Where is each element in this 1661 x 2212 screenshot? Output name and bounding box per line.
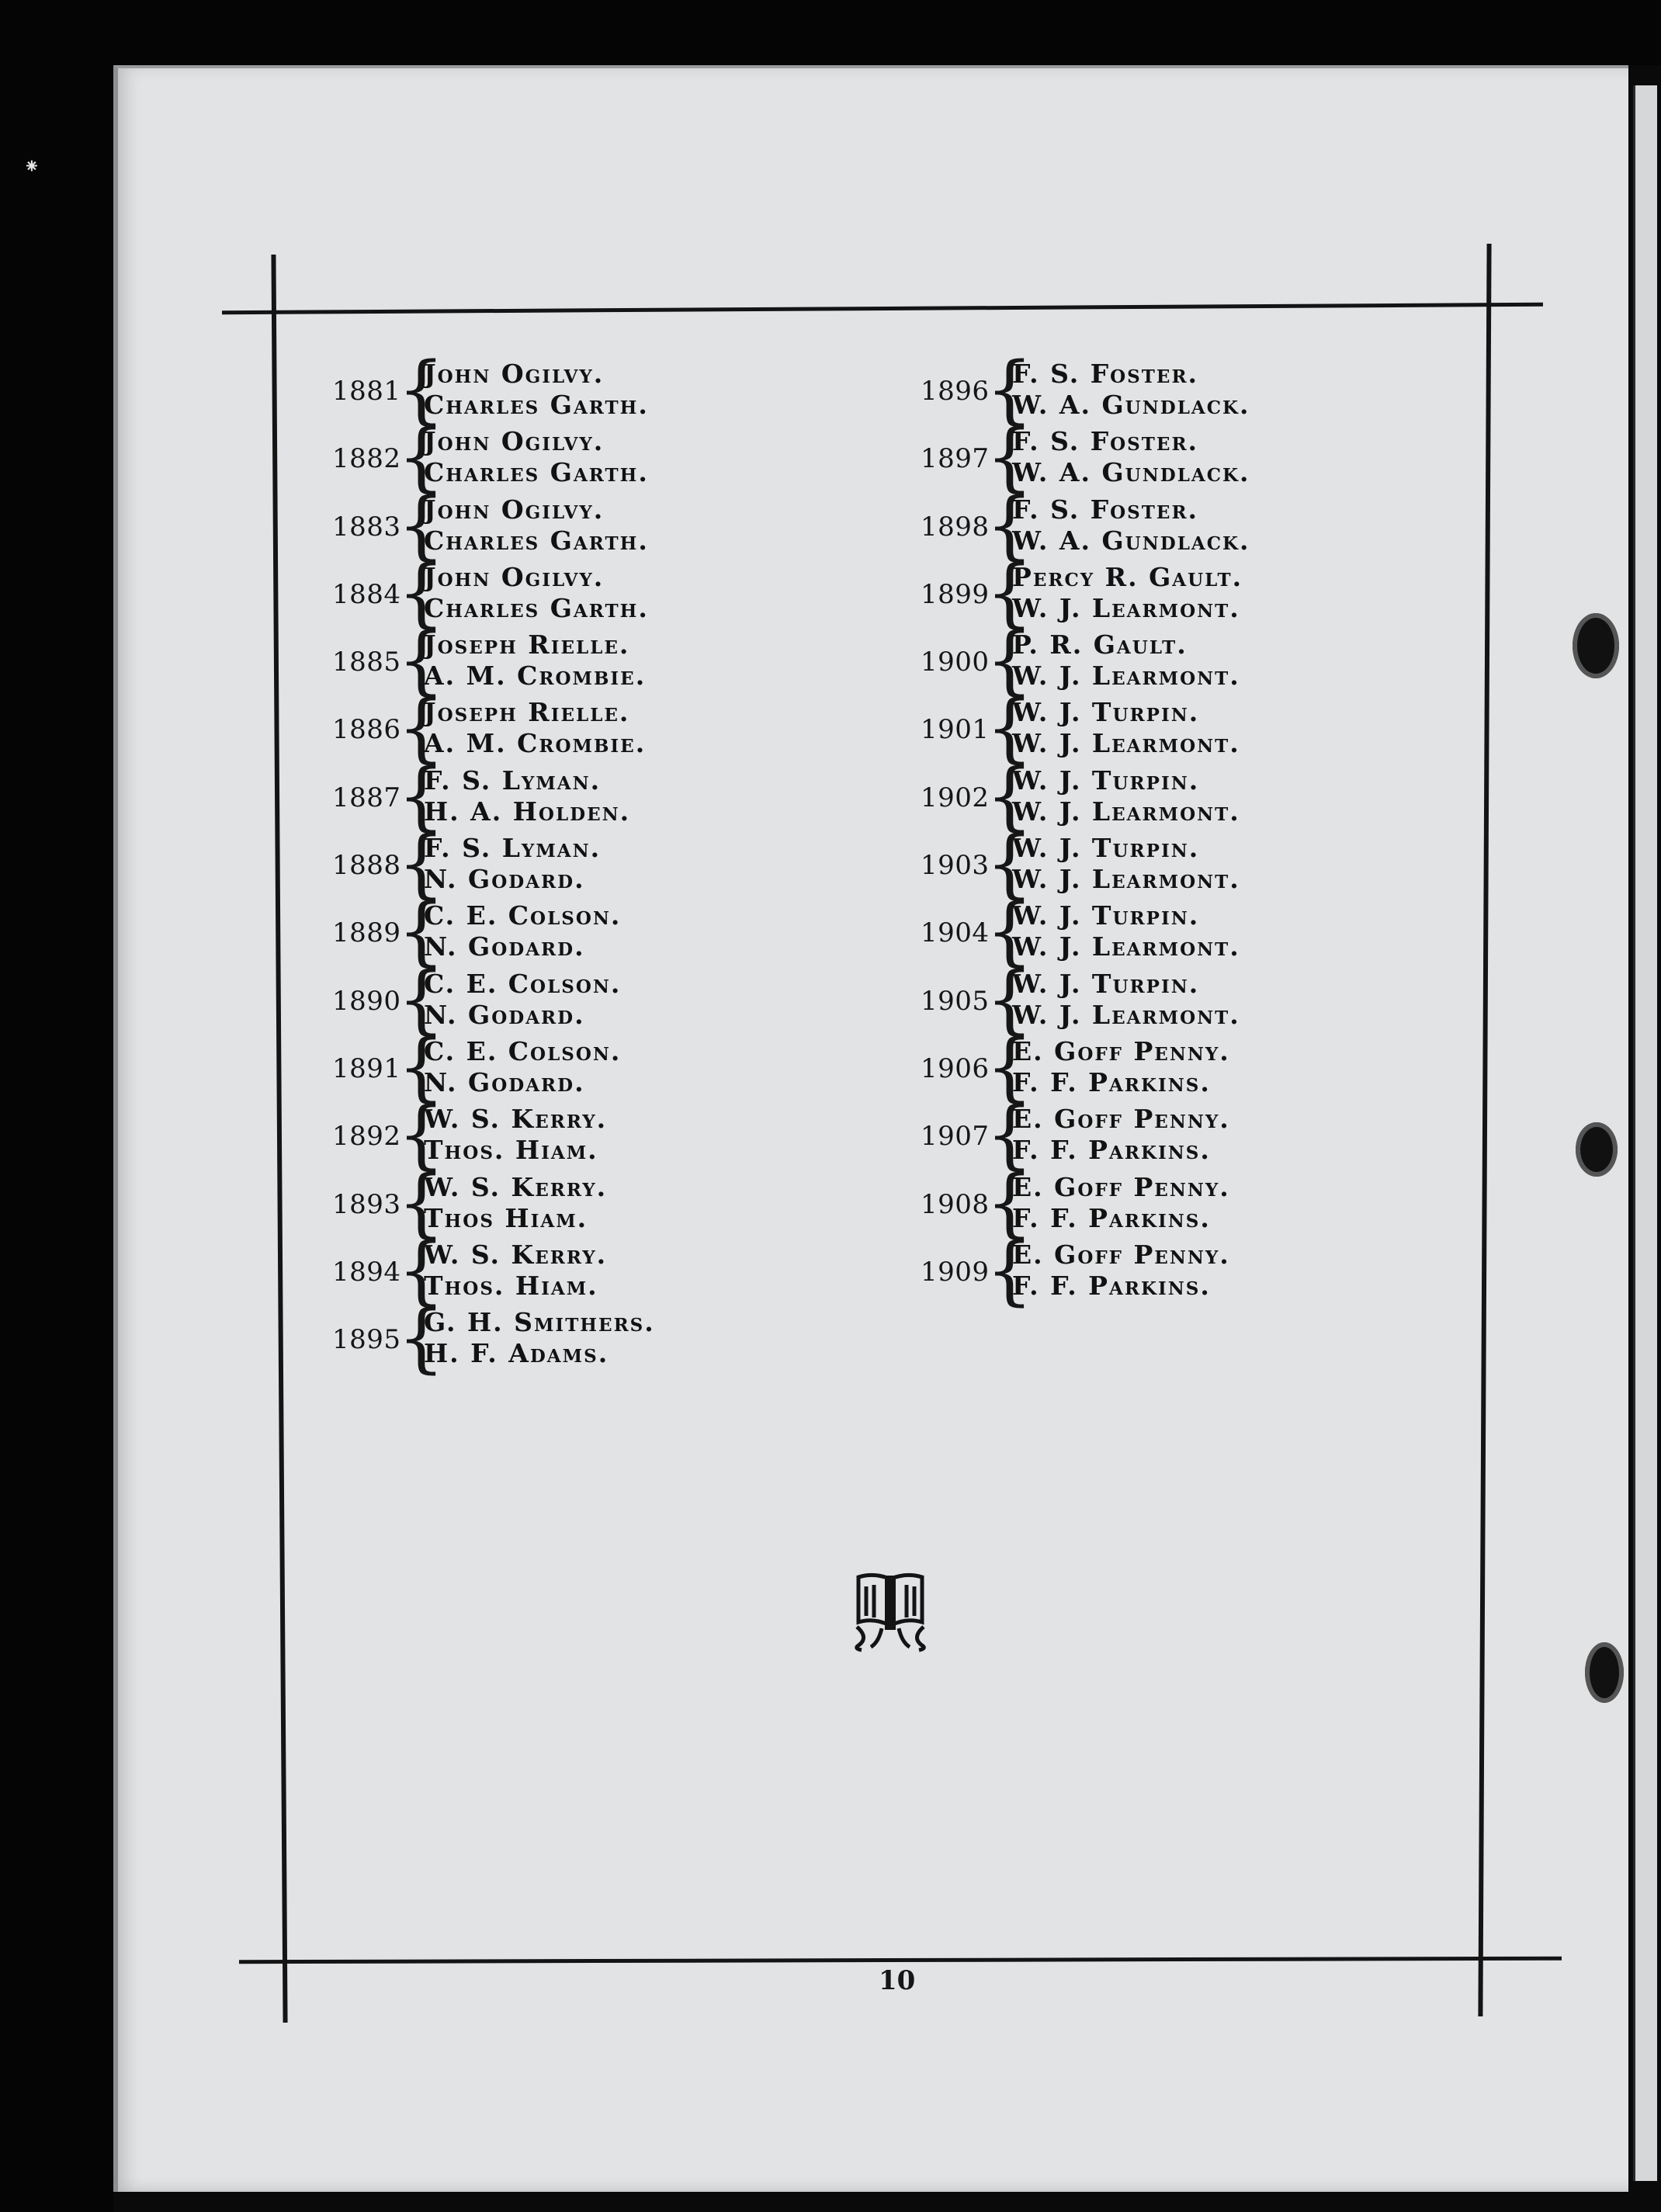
brace-glyph: { (986, 955, 1034, 1043)
brace-glyph: { (397, 955, 446, 1043)
entry-name: F. S. Foster. (1012, 359, 1199, 389)
brace-glyph: { (397, 752, 446, 840)
brace-glyph: { (986, 481, 1034, 569)
entry-name: W. J. Turpin. (1012, 833, 1200, 864)
entry-year: 1903 (921, 850, 990, 882)
entry-year: 1891 (332, 1052, 401, 1084)
entry-name: W. A. Gundlack. (1012, 525, 1250, 556)
brace-glyph: { (986, 549, 1034, 636)
scan-speck: ⁕ (23, 155, 40, 179)
entry-name: W. J. Learmont. (1012, 931, 1240, 962)
entry-name: W. J. Learmont. (1012, 864, 1240, 895)
entry-name: Charles Garth. (424, 592, 649, 623)
entry-name: Charles Garth. (424, 457, 649, 488)
entry-name: W. S. Kerry. (424, 1104, 608, 1135)
brace-glyph: { (986, 414, 1034, 501)
entry-year: 1883 (332, 511, 401, 543)
entry-year: 1893 (332, 1188, 401, 1220)
entry-name: H. F. Adams. (424, 1338, 609, 1369)
entry-name: F. S. Foster. (1012, 494, 1199, 525)
entry-year: 1894 (332, 1256, 401, 1288)
entry-name: F. S. Lyman. (424, 833, 602, 864)
entry-year: 1884 (332, 578, 401, 610)
entry-year: 1909 (921, 1256, 990, 1288)
entry-name: John Ogilvy. (424, 561, 605, 592)
entry-name: F. S. Foster. (1012, 426, 1199, 457)
entry-name: F. F. Parkins. (1012, 1066, 1211, 1097)
brace-glyph: { (986, 1091, 1034, 1179)
entry-name: P. R. Gault. (1012, 629, 1188, 660)
entry-name: E. Goff Penny. (1012, 1239, 1230, 1270)
entry-year: 1897 (921, 443, 990, 475)
entry-name: John Ogilvy. (424, 359, 605, 389)
brace-glyph: { (986, 346, 1034, 433)
entry-year: 1896 (921, 376, 990, 407)
entry-name: F. F. Parkins. (1012, 1135, 1211, 1166)
brace-glyph: { (986, 1226, 1034, 1314)
entry-name: N. Godard. (424, 999, 585, 1030)
brace-glyph: { (986, 617, 1034, 705)
brace-glyph: { (397, 685, 446, 772)
brace-glyph: { (397, 617, 446, 705)
open-book-icon (851, 1571, 930, 1656)
entry-name: Charles Garth. (424, 390, 649, 420)
entry-year: 1888 (332, 850, 401, 882)
binding-hole-top (1573, 613, 1619, 678)
entry-name: F. F. Parkins. (1012, 1202, 1211, 1233)
entry-year: 1907 (921, 1121, 990, 1153)
entry-name: A. M. Crombie. (424, 728, 647, 759)
entry-year: 1892 (332, 1121, 401, 1153)
entry-year: 1904 (921, 917, 990, 949)
page-bottom-edge (113, 2192, 1661, 2212)
entry-name: G. H. Smithers. (424, 1307, 655, 1338)
entry-name: Thos. Hiam. (424, 1270, 598, 1301)
entry-name: W. J. Turpin. (1012, 764, 1200, 796)
entry-name: W. J. Learmont. (1012, 592, 1240, 623)
brace-glyph: { (986, 752, 1034, 840)
brace-glyph: { (397, 414, 446, 501)
entry-name: N. Godard. (424, 1066, 585, 1097)
entry-year: 1886 (332, 714, 401, 746)
brace-glyph: { (986, 1159, 1034, 1246)
page-number: 10 (879, 1965, 916, 1996)
brace-glyph: { (986, 820, 1034, 908)
brace-glyph: { (397, 1295, 446, 1382)
entry-year: 1887 (332, 782, 401, 813)
brace-glyph: { (986, 1023, 1034, 1111)
brace-glyph: { (986, 888, 1034, 976)
brace-glyph: { (397, 481, 446, 569)
entry-year: 1885 (332, 647, 401, 678)
entry-name: W. J. Learmont. (1012, 728, 1240, 759)
brace-glyph: { (397, 1226, 446, 1314)
entry-year: 1908 (921, 1188, 990, 1220)
entry-name: N. Godard. (424, 864, 585, 895)
entry-name: Thos. Hiam. (424, 1135, 598, 1166)
brace-glyph: { (397, 549, 446, 636)
entry-name: W. S. Kerry. (424, 1239, 608, 1270)
entry-year: 1905 (921, 985, 990, 1017)
entry-name: W. A. Gundlack. (1012, 390, 1250, 420)
entry-name: E. Goff Penny. (1012, 1171, 1230, 1202)
entry-name: E. Goff Penny. (1012, 1104, 1230, 1135)
entry-name: W. J. Turpin. (1012, 968, 1200, 999)
entry-year: 1882 (332, 443, 401, 475)
entry-name: W. A. Gundlack. (1012, 457, 1250, 488)
brace-glyph: { (397, 888, 446, 976)
brace-glyph: { (397, 346, 446, 433)
entry-name: W. J. Learmont. (1012, 660, 1240, 692)
entry-year: 1898 (921, 511, 990, 543)
entry-name: W. J. Turpin. (1012, 697, 1200, 728)
next-page-edge (1633, 85, 1657, 2181)
entry-name: W. J. Learmont. (1012, 999, 1240, 1030)
open-book-icon-graphic (851, 1571, 930, 1653)
entry-year: 1906 (921, 1052, 990, 1084)
entry-name: Joseph Rielle. (424, 697, 630, 728)
brace-glyph: { (397, 1091, 446, 1179)
entry-name: Thos Hiam. (424, 1202, 588, 1233)
binding-hole-bottom (1585, 1642, 1624, 1703)
entry-year: 1901 (921, 714, 990, 746)
entry-year: 1890 (332, 985, 401, 1017)
brace-glyph: { (397, 820, 446, 908)
entry-year: 1881 (332, 376, 401, 407)
entry-name: John Ogilvy. (424, 494, 605, 525)
entry-name: C. E. Colson. (424, 900, 622, 931)
entry-name: F. F. Parkins. (1012, 1270, 1211, 1301)
entry-year: 1900 (921, 647, 990, 678)
entry-name: C. E. Colson. (424, 968, 622, 999)
entry-name: N. Godard. (424, 931, 585, 962)
entry-name: John Ogilvy. (424, 426, 605, 457)
entry-year: 1895 (332, 1324, 401, 1356)
entry-year: 1899 (921, 578, 990, 610)
entry-name: H. A. Holden. (424, 796, 631, 827)
binding-hole-middle (1576, 1122, 1618, 1177)
brace-glyph: { (397, 1159, 446, 1246)
entry-name: W. J. Turpin. (1012, 900, 1200, 931)
entry-name: W. S. Kerry. (424, 1171, 608, 1202)
entry-name: Joseph Rielle. (424, 629, 630, 660)
entry-name: C. E. Colson. (424, 1035, 622, 1066)
entry-name: Charles Garth. (424, 525, 649, 556)
entry-year: 1902 (921, 782, 990, 813)
entry-name: F. S. Lyman. (424, 764, 602, 796)
entry-name: W. J. Learmont. (1012, 796, 1240, 827)
entry-year: 1889 (332, 917, 401, 949)
entry-name: Percy R. Gault. (1012, 561, 1243, 592)
entry-name: E. Goff Penny. (1012, 1035, 1230, 1066)
entry-name: A. M. Crombie. (424, 660, 647, 692)
brace-glyph: { (986, 685, 1034, 772)
brace-glyph: { (397, 1023, 446, 1111)
